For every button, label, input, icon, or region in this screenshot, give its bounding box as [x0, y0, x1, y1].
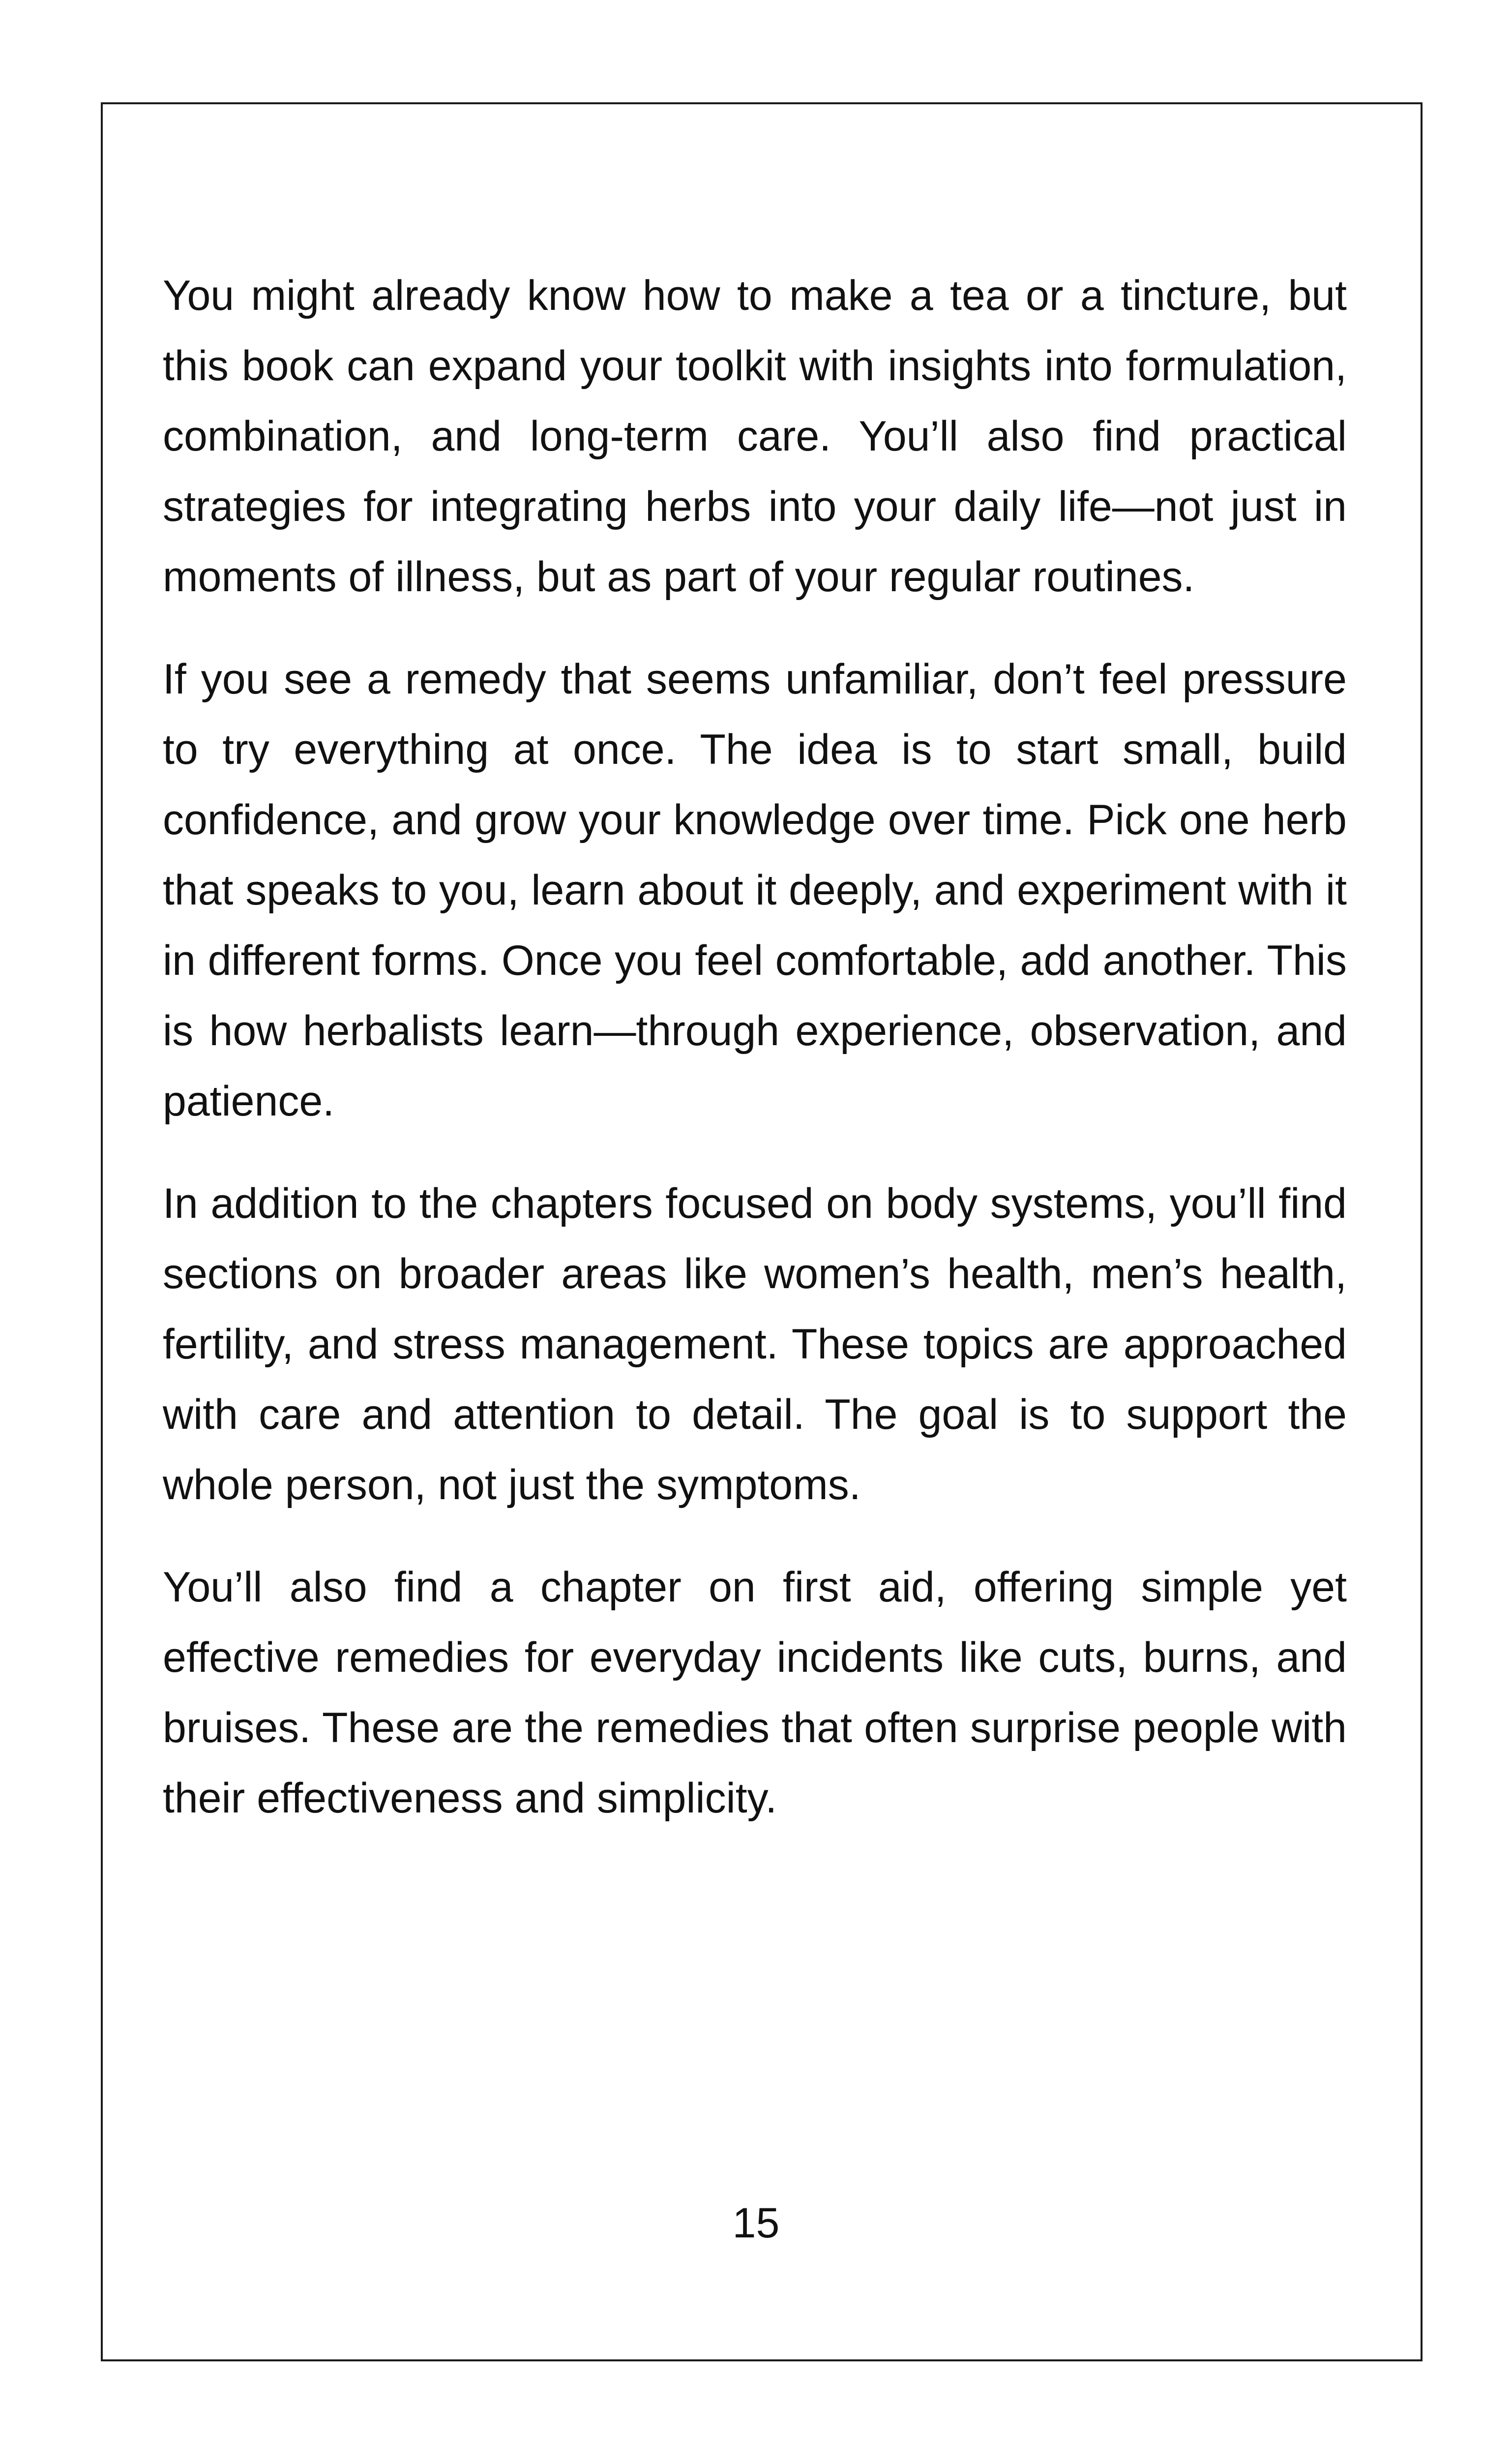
paragraph-2: If you see a remedy that seems unfamiliar, don’t feel pressure to try everything at once. The idea is to start small, build confidence, and grow your knowledge over time. Pick one herb that speaks to you, learn about it deeply, and experiment with it in different forms. Once you feel comfortable, add another. This is how herbalists learn—through experience, observation, and patience. [163, 656, 1347, 1125]
paragraph-4: You’ll also find a chapter on first aid, offering simple yet effective remedies for everyday incidents like cuts, burns, and bruises. These are the remedies that often surprise people with their effectiveness and simplicity. [163, 1564, 1347, 1822]
paragraph-1: You might already know how to make a tea or a tincture, but this book can expand your toolkit with insights into formulation, combination, and long-term care. You’ll also find practical strategies for integrating herbs into your daily life—not just in moments of illness, but as part of your regular routines. [163, 272, 1347, 601]
page-number: 15 [732, 2200, 780, 2247]
paragraph-3: In addition to the chapters focused on body systems, you’ll find sections on broader areas like women’s health, men’s health, fertility, and stress management. These topics are approached with care and attention to detail. The goal is to support the whole person, not just the symptoms. [163, 1180, 1347, 1508]
body-text [163, 261, 1347, 1866]
